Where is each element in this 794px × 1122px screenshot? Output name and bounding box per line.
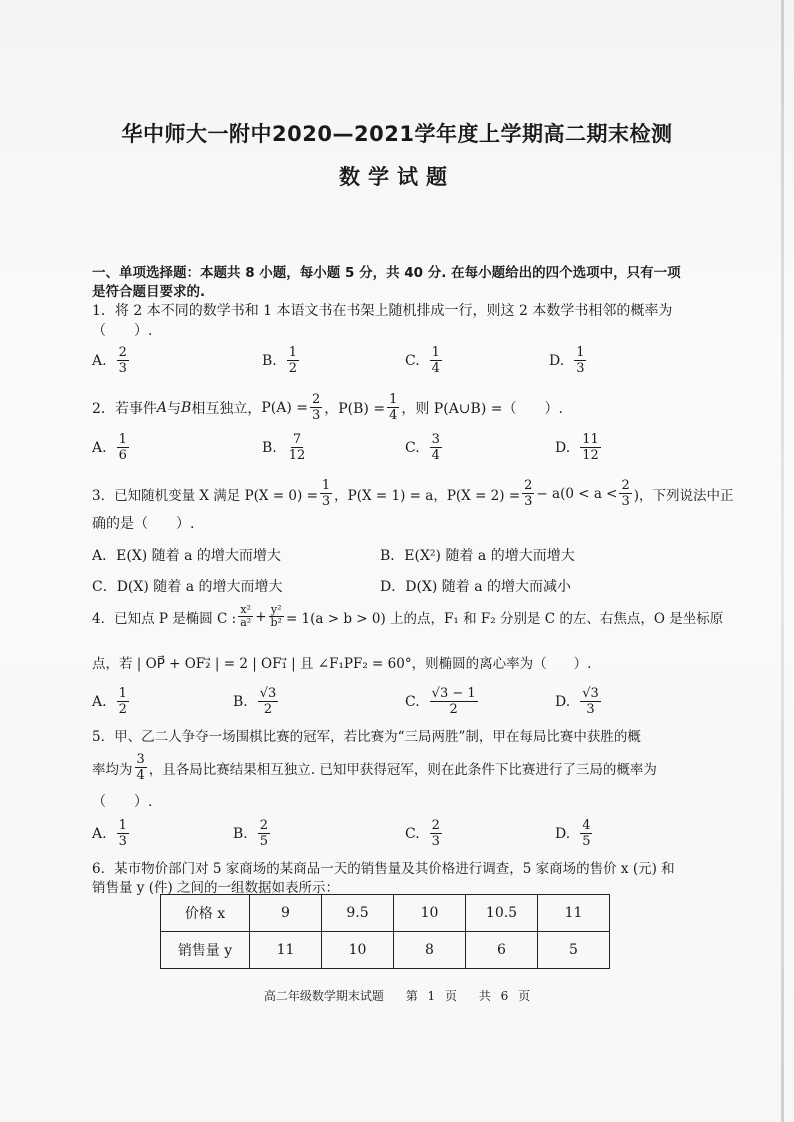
q3-stem (92, 478, 734, 509)
numerator: √3 (582, 686, 599, 701)
q2-option-a (92, 432, 131, 463)
denominator: 4 (431, 448, 440, 463)
numerator: 3 (136, 752, 145, 767)
numerator: 7 (292, 432, 302, 447)
q1-option-c (405, 345, 444, 376)
numerator: 4 (582, 818, 591, 833)
fraction (430, 345, 442, 376)
q4-text: 4．已知点 P 是椭圆 C : (92, 610, 237, 627)
numerator: 2 (311, 392, 321, 407)
numerator: 1 (576, 345, 585, 360)
denominator: 2 (449, 702, 458, 717)
prob-a: P(A) = (261, 399, 308, 416)
numerator: 2 (259, 818, 269, 833)
option-label: A. (92, 352, 107, 369)
table-cell: 9.5 (322, 895, 394, 932)
q4-line2: 点，若 | OP⃗ + OF₂⃗ | = 2 | OF₁⃗ | 且 ∠F₁PF₂ = 60°，则椭圆的离心率为（ ）. (92, 656, 592, 672)
fraction (522, 478, 534, 509)
q3-text: ，P(X = 1) = a，P(X = 2) = (334, 487, 521, 504)
fraction (117, 432, 129, 463)
table-row (161, 932, 610, 969)
fraction (117, 818, 129, 849)
numerator: 2 (431, 818, 440, 833)
event-a: A (156, 399, 168, 416)
fraction (320, 478, 332, 509)
denominator: a² (240, 616, 252, 629)
denominator: 2 (263, 702, 273, 717)
table-cell: 11 (538, 895, 610, 932)
q1-blank: （ ）. (92, 323, 153, 339)
q2-option-b (262, 432, 309, 463)
denominator: 4 (136, 768, 145, 783)
q6-line2: 销售量 y (件) 之间的一组数据如表所示： (92, 880, 340, 896)
table-row (161, 895, 610, 932)
denominator: 3 (321, 494, 331, 509)
fraction (619, 478, 631, 509)
option-label: D. (555, 825, 571, 842)
denominator: 6 (118, 448, 127, 463)
footer-exam-name: 高二年级数学期末试题 (263, 989, 384, 1003)
numerator: 1 (288, 345, 298, 360)
denominator: 3 (311, 408, 321, 423)
price-sales-table (160, 894, 610, 969)
table-cell: 10 (322, 932, 394, 969)
option-label: C. (405, 693, 420, 710)
q4-option-b (233, 686, 280, 717)
numerator: 11 (582, 432, 599, 447)
q4-stem (92, 604, 723, 629)
page-footer (0, 987, 794, 1004)
q2-tail: ，则 P(A∪B) =（ ）. (401, 400, 563, 417)
exam-subtitle: 数学试题 (339, 165, 455, 189)
option-label: B. (262, 439, 277, 456)
q3-text: )，下列说法中正 (633, 487, 734, 504)
denominator: 3 (586, 702, 595, 717)
q2-option-c (405, 432, 444, 463)
numerator: 1 (321, 478, 331, 493)
numerator: 1 (118, 432, 127, 447)
fraction (574, 345, 586, 376)
q5-line2 (92, 752, 657, 783)
fraction (387, 392, 399, 423)
option-label: B. (233, 825, 248, 842)
option-label: D. (549, 352, 565, 369)
fraction (117, 345, 129, 376)
numerator: 1 (118, 818, 127, 833)
q6-line1: 6．某市物价部门对 5 家商场的某商品一天的销售量及其价格进行调查，5 家商场的售价 x (元) 和 (92, 861, 675, 877)
option-label: B. (233, 693, 248, 710)
exam-title: 华中师大一附中2020—2021学年度上学期高二期末检测 (121, 122, 673, 146)
numerator: 2 (621, 478, 630, 493)
footer-total-pages: 共 6 页 (478, 989, 531, 1003)
fraction (430, 432, 442, 463)
option-label: A. (92, 825, 107, 842)
table-cell: 6 (466, 932, 538, 969)
q4-option-d (555, 686, 603, 717)
denominator: 5 (259, 834, 269, 849)
q5-option-b (233, 818, 272, 849)
fraction (117, 686, 129, 717)
q4-text: = 1(a > b > 0) 上的点，F₁ 和 F₂ 分别是 C 的左、右焦点，O 是坐标原 (285, 610, 724, 627)
fraction (258, 818, 270, 849)
fraction (238, 604, 253, 629)
numerator: 1 (431, 345, 440, 360)
q1-stem: 1．将 2 本不同的数学书和 1 本语文书在书架上随机排成一行，则这 2 本数学书相邻的概率为 (92, 303, 673, 319)
q3-option-b: B．E(X²) 随着 a 的增大而增大 (380, 548, 575, 564)
option-label: A. (92, 439, 107, 456)
q5-option-a (92, 818, 131, 849)
numerator: √3 − 1 (431, 686, 476, 701)
q5-option-d (555, 818, 594, 849)
event-b: B (181, 399, 192, 416)
numerator: 2 (524, 478, 533, 493)
section-heading-line1: 一、单项选择题：本题共 8 小题，每小题 5 分，共 40 分. 在每小题给出的四个选项中，只有一项 (92, 265, 681, 281)
numerator: √3 (259, 686, 277, 701)
table-cell: 5 (538, 932, 610, 969)
denominator: 5 (582, 834, 591, 849)
denominator: 3 (576, 361, 585, 376)
q3-option-d: D．D(X) 随着 a 的增大而减小 (380, 579, 572, 595)
q1-option-d (549, 345, 588, 376)
q5-line1: 5．甲、乙二人争夺一场围棋比赛的冠军，若比赛为“三局两胜”制，甲在每局比赛中获胜的概 (92, 729, 641, 745)
table-cell: 10.5 (466, 895, 538, 932)
denominator: 3 (621, 494, 630, 509)
q5-text: ，且各局比赛结果相互独立. 已知甲获得冠军，则在此条件下比赛进行了三局的概率为 (148, 761, 657, 778)
q5-blank: （ ）. (92, 794, 153, 810)
q4-option-c (405, 686, 480, 717)
footer-page-number: 第 1 页 (405, 989, 457, 1003)
fraction (580, 432, 601, 463)
fraction (287, 432, 308, 463)
denominator: 3 (431, 834, 440, 849)
row-header-price: 价格 x (161, 895, 250, 932)
numerator: x² (240, 603, 252, 616)
denominator: 4 (389, 408, 398, 423)
q2-stem (92, 392, 563, 423)
denominator: 3 (118, 834, 127, 849)
table-cell: 10 (394, 895, 466, 932)
q3-text: 3．已知随机变量 X 满足 P(X = 0) = (92, 487, 318, 504)
q5-option-c (405, 818, 444, 849)
table-cell: 9 (250, 895, 322, 932)
plus-sign: + (255, 608, 267, 625)
q3-text: − a(0 < a < (536, 485, 618, 502)
denominator: 12 (582, 448, 599, 463)
denominator: 3 (524, 494, 533, 509)
row-header-sales: 销售量 y (161, 932, 250, 969)
q3-blank: 确的是（ ）. (92, 516, 195, 532)
option-label: D. (555, 693, 571, 710)
q2-option-d (555, 432, 603, 463)
numerator: y² (270, 603, 282, 616)
option-label: C. (405, 825, 420, 842)
numerator: 1 (389, 392, 398, 407)
fraction (430, 686, 478, 717)
denominator: 12 (288, 448, 306, 463)
option-label: C. (405, 352, 420, 369)
fraction (430, 818, 442, 849)
denominator: 2 (288, 361, 298, 376)
q3-option-c: C．D(X) 随着 a 的增大而增大 (92, 579, 283, 595)
denominator: b² (270, 616, 282, 629)
q3-option-a: A．E(X) 随着 a 的增大而增大 (92, 548, 281, 564)
denominator: 3 (118, 361, 127, 376)
numerator: 3 (431, 432, 440, 447)
q2-text: 与 (167, 400, 182, 417)
numerator: 1 (118, 686, 127, 701)
table-cell: 11 (250, 932, 322, 969)
fraction (269, 604, 284, 629)
fraction (258, 686, 279, 717)
prob-b: ，P(B) = (324, 400, 386, 417)
fraction (287, 345, 299, 376)
fraction (135, 752, 147, 783)
q5-text: 率均为 (92, 761, 133, 778)
q1-option-a (92, 345, 131, 376)
q4-option-a (92, 686, 131, 717)
q2-text: 相互独立， (191, 400, 262, 417)
denominator: 2 (118, 702, 127, 717)
q1-option-b (262, 345, 301, 376)
q2-prefix: 2．若事件 (92, 400, 157, 417)
numerator: 2 (118, 345, 127, 360)
section-heading-line2: 是符合题目要求的. (92, 284, 206, 300)
denominator: 4 (431, 361, 440, 376)
option-label: C. (405, 439, 420, 456)
fraction (310, 392, 322, 423)
option-label: B. (262, 352, 277, 369)
option-label: A. (92, 693, 107, 710)
option-label: D. (555, 439, 571, 456)
fraction (580, 686, 601, 717)
fraction (580, 818, 592, 849)
table-cell: 8 (394, 932, 466, 969)
